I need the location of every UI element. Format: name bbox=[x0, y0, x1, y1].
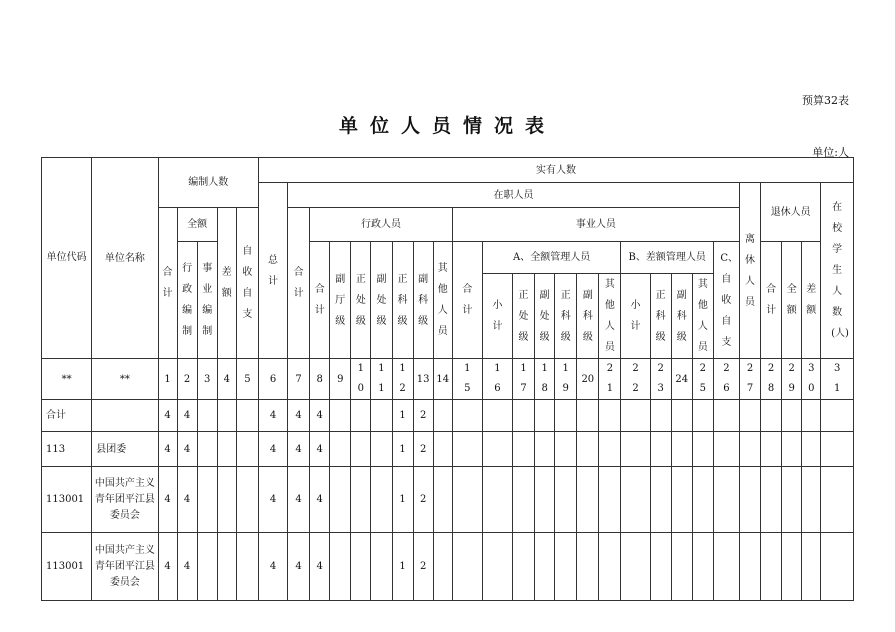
value-cell bbox=[433, 400, 452, 432]
value-cell bbox=[351, 432, 371, 467]
index-cell: ** bbox=[42, 359, 92, 400]
header-unit-code: 单位代码 bbox=[42, 158, 92, 359]
value-cell: 4 bbox=[258, 467, 287, 533]
value-cell bbox=[535, 533, 555, 601]
value-cell: 4 bbox=[177, 467, 197, 533]
index-row bbox=[42, 359, 854, 400]
value-cell bbox=[351, 400, 371, 432]
table-row bbox=[42, 432, 854, 467]
value-cell bbox=[671, 400, 692, 432]
header-grand-total: 总计 bbox=[258, 183, 287, 359]
value-cell bbox=[599, 533, 621, 601]
value-cell: 4 bbox=[310, 467, 330, 533]
value-cell bbox=[821, 400, 854, 432]
value-cell bbox=[713, 432, 739, 467]
index-cell: 31 bbox=[821, 359, 854, 400]
value-cell: 4 bbox=[288, 432, 310, 467]
index-cell: 22 bbox=[621, 359, 650, 400]
value-cell bbox=[371, 467, 392, 533]
index-cell: ** bbox=[92, 359, 158, 400]
value-cell bbox=[452, 467, 482, 533]
value-cell bbox=[513, 533, 535, 601]
unit-name-cell bbox=[92, 400, 158, 432]
header-deputy-section: 副科级 bbox=[413, 242, 433, 359]
value-cell bbox=[713, 400, 739, 432]
header-b-subtotal: 小计 bbox=[621, 274, 650, 359]
value-cell bbox=[692, 467, 713, 533]
header-a-other: 其他人员 bbox=[599, 274, 621, 359]
header-staffing-total: 合计 bbox=[158, 208, 177, 359]
index-cell: 4 bbox=[217, 359, 236, 400]
header-inst-total: 合计 bbox=[452, 242, 482, 359]
index-cell: 8 bbox=[310, 359, 330, 400]
value-cell: 4 bbox=[177, 432, 197, 467]
index-cell: 11 bbox=[371, 359, 392, 400]
unit-code-cell: 113 bbox=[42, 432, 92, 467]
value-cell bbox=[236, 467, 258, 533]
value-cell bbox=[555, 432, 577, 467]
value-cell bbox=[535, 400, 555, 432]
value-cell: 2 bbox=[413, 533, 433, 601]
value-cell bbox=[739, 467, 760, 533]
index-cell: 25 bbox=[692, 359, 713, 400]
value-cell: 4 bbox=[158, 400, 177, 432]
value-cell: 2 bbox=[413, 432, 433, 467]
value-cell bbox=[761, 533, 782, 601]
value-cell bbox=[782, 432, 802, 467]
value-cell bbox=[371, 533, 392, 601]
table-row bbox=[42, 467, 854, 533]
value-cell bbox=[621, 533, 650, 601]
value-cell bbox=[621, 467, 650, 533]
value-cell bbox=[330, 400, 351, 432]
value-cell bbox=[330, 432, 351, 467]
value-cell: 2 bbox=[413, 400, 433, 432]
index-cell: 17 bbox=[513, 359, 535, 400]
index-cell: 24 bbox=[671, 359, 692, 400]
value-cell bbox=[650, 533, 671, 601]
value-cell bbox=[197, 533, 217, 601]
index-cell: 15 bbox=[452, 359, 482, 400]
value-cell: 4 bbox=[288, 467, 310, 533]
value-cell bbox=[433, 533, 452, 601]
unit-code-cell: 113001 bbox=[42, 467, 92, 533]
value-cell: 1 bbox=[392, 400, 413, 432]
value-cell bbox=[513, 432, 535, 467]
value-cell bbox=[555, 533, 577, 601]
header-staffing: 编制人数 bbox=[158, 158, 258, 208]
value-cell bbox=[650, 467, 671, 533]
value-cell bbox=[330, 467, 351, 533]
value-cell bbox=[482, 400, 512, 432]
value-cell: 4 bbox=[158, 533, 177, 601]
value-cell bbox=[802, 533, 821, 601]
value-cell: 4 bbox=[310, 533, 330, 601]
index-cell: 26 bbox=[713, 359, 739, 400]
header-b-deputy-section: 副科级 bbox=[671, 274, 692, 359]
value-cell bbox=[197, 400, 217, 432]
value-cell bbox=[802, 467, 821, 533]
value-cell bbox=[452, 533, 482, 601]
table-row bbox=[42, 533, 854, 601]
value-cell bbox=[371, 432, 392, 467]
header-retired: 退休人员 bbox=[761, 183, 821, 242]
index-cell: 18 bbox=[535, 359, 555, 400]
unit-name-cell: 中国共产主义青年团平江县委员会 bbox=[92, 467, 158, 533]
value-cell: 1 bbox=[392, 432, 413, 467]
value-cell bbox=[452, 432, 482, 467]
value-cell bbox=[513, 400, 535, 432]
header-in-service-total: 合计 bbox=[288, 208, 310, 359]
header-students: 在校学生人数(人) bbox=[821, 183, 854, 359]
index-cell: 9 bbox=[330, 359, 351, 400]
value-cell bbox=[761, 432, 782, 467]
value-cell bbox=[577, 533, 599, 601]
header-b-other: 其他人员 bbox=[692, 274, 713, 359]
value-cell: 4 bbox=[288, 533, 310, 601]
value-cell bbox=[739, 533, 760, 601]
value-cell bbox=[692, 432, 713, 467]
index-cell: 27 bbox=[739, 359, 760, 400]
header-institution-staff: 事业编制 bbox=[197, 242, 217, 359]
index-cell: 30 bbox=[802, 359, 821, 400]
unit-name-cell: 中国共产主义青年团平江县委员会 bbox=[92, 533, 158, 601]
index-cell: 5 bbox=[236, 359, 258, 400]
value-cell: 4 bbox=[310, 432, 330, 467]
value-cell bbox=[782, 400, 802, 432]
value-cell bbox=[351, 467, 371, 533]
value-cell bbox=[236, 432, 258, 467]
value-cell: 4 bbox=[258, 400, 287, 432]
value-cell bbox=[802, 432, 821, 467]
value-cell bbox=[802, 400, 821, 432]
index-cell: 29 bbox=[782, 359, 802, 400]
value-cell bbox=[650, 400, 671, 432]
value-cell bbox=[330, 533, 351, 601]
value-cell bbox=[217, 432, 236, 467]
value-cell bbox=[713, 467, 739, 533]
value-cell: 2 bbox=[413, 467, 433, 533]
unit-label: 单位:人 bbox=[812, 146, 849, 159]
unit-code-cell: 合计 bbox=[42, 400, 92, 432]
value-cell bbox=[671, 467, 692, 533]
index-cell: 6 bbox=[258, 359, 287, 400]
value-cell bbox=[236, 400, 258, 432]
value-cell bbox=[217, 400, 236, 432]
value-cell bbox=[621, 432, 650, 467]
header-retired-cadre: 离休人员 bbox=[739, 183, 760, 359]
header-b-section: 正科级 bbox=[650, 274, 671, 359]
value-cell bbox=[739, 400, 760, 432]
header-a-division: 正处级 bbox=[513, 274, 535, 359]
value-cell bbox=[821, 533, 854, 601]
value-cell: 4 bbox=[177, 533, 197, 601]
value-cell bbox=[599, 432, 621, 467]
header-other: 其他人员 bbox=[433, 242, 452, 359]
value-cell bbox=[217, 533, 236, 601]
header-ret-diff: 差额 bbox=[802, 242, 821, 359]
index-cell: 20 bbox=[577, 359, 599, 400]
header-actual: 实有人数 bbox=[258, 158, 853, 183]
index-cell: 1 bbox=[158, 359, 177, 400]
value-cell bbox=[371, 400, 392, 432]
value-cell bbox=[351, 533, 371, 601]
value-cell bbox=[599, 400, 621, 432]
value-cell bbox=[650, 432, 671, 467]
header-section: 正科级 bbox=[392, 242, 413, 359]
header-a-subtotal: 小计 bbox=[482, 274, 512, 359]
index-cell: 3 bbox=[197, 359, 217, 400]
index-cell: 12 bbox=[392, 359, 413, 400]
index-cell: 21 bbox=[599, 359, 621, 400]
value-cell bbox=[577, 432, 599, 467]
value-cell bbox=[482, 533, 512, 601]
value-cell: 1 bbox=[392, 533, 413, 601]
personnel-table bbox=[41, 157, 854, 601]
value-cell bbox=[197, 432, 217, 467]
value-cell bbox=[761, 400, 782, 432]
value-cell bbox=[782, 467, 802, 533]
value-cell: 4 bbox=[158, 467, 177, 533]
header-in-service: 在职人员 bbox=[288, 183, 740, 208]
value-cell: 1 bbox=[392, 467, 413, 533]
index-cell: 23 bbox=[650, 359, 671, 400]
header-full-funded: 全额 bbox=[177, 208, 217, 242]
value-cell bbox=[671, 533, 692, 601]
value-cell bbox=[433, 467, 452, 533]
header-division: 正处级 bbox=[351, 242, 371, 359]
value-cell: 4 bbox=[158, 432, 177, 467]
value-cell bbox=[599, 467, 621, 533]
header-deputy-division: 副处级 bbox=[371, 242, 392, 359]
index-cell: 14 bbox=[433, 359, 452, 400]
value-cell bbox=[713, 533, 739, 601]
value-cell: 4 bbox=[288, 400, 310, 432]
value-cell bbox=[739, 432, 760, 467]
header-a-deputy-division: 副处级 bbox=[535, 274, 555, 359]
value-cell bbox=[482, 467, 512, 533]
value-cell: 4 bbox=[177, 400, 197, 432]
value-cell bbox=[535, 467, 555, 533]
page-title: 单位人员情况表 bbox=[338, 115, 556, 137]
index-cell: 7 bbox=[288, 359, 310, 400]
header-unit-name: 单位名称 bbox=[92, 158, 158, 359]
value-cell bbox=[555, 467, 577, 533]
header-admin-people: 行政人员 bbox=[310, 208, 453, 242]
value-cell bbox=[577, 400, 599, 432]
value-cell: 4 bbox=[258, 432, 287, 467]
value-cell bbox=[821, 467, 854, 533]
value-cell bbox=[577, 467, 599, 533]
header-a-section: 正科级 bbox=[555, 274, 577, 359]
value-cell bbox=[535, 432, 555, 467]
table-row bbox=[42, 400, 854, 432]
index-cell: 19 bbox=[555, 359, 577, 400]
index-cell: 2 bbox=[177, 359, 197, 400]
budget-table-number: 预算32表 bbox=[802, 94, 849, 107]
header-differential: 差额 bbox=[217, 208, 236, 359]
index-cell: 13 bbox=[413, 359, 433, 400]
unit-code-cell: 113001 bbox=[42, 533, 92, 601]
value-cell bbox=[621, 400, 650, 432]
unit-name-cell: 县团委 bbox=[92, 432, 158, 467]
value-cell: 4 bbox=[310, 400, 330, 432]
header-c-self: C、自收自支 bbox=[713, 242, 739, 359]
index-cell: 10 bbox=[351, 359, 371, 400]
header-ret-full: 全额 bbox=[782, 242, 802, 359]
value-cell bbox=[782, 533, 802, 601]
header-full-mgmt: A、全额管理人员 bbox=[482, 242, 621, 274]
value-cell bbox=[692, 533, 713, 601]
value-cell bbox=[217, 467, 236, 533]
header-admin-total: 合计 bbox=[310, 242, 330, 359]
value-cell bbox=[236, 533, 258, 601]
value-cell bbox=[692, 400, 713, 432]
value-cell bbox=[452, 400, 482, 432]
value-cell: 4 bbox=[258, 533, 287, 601]
value-cell bbox=[513, 467, 535, 533]
value-cell bbox=[197, 467, 217, 533]
index-cell: 16 bbox=[482, 359, 512, 400]
value-cell bbox=[433, 432, 452, 467]
header-a-deputy-section: 副科级 bbox=[577, 274, 599, 359]
value-cell bbox=[671, 432, 692, 467]
value-cell bbox=[761, 467, 782, 533]
header-admin-staff: 行政编制 bbox=[177, 242, 197, 359]
index-cell: 28 bbox=[761, 359, 782, 400]
value-cell bbox=[482, 432, 512, 467]
value-cell bbox=[555, 400, 577, 432]
value-cell bbox=[821, 432, 854, 467]
header-ret-total: 合计 bbox=[761, 242, 782, 359]
header-diff-mgmt: B、差额管理人员 bbox=[621, 242, 713, 274]
header-institution-people: 事业人员 bbox=[452, 208, 739, 242]
header-self-funded: 自收自支 bbox=[236, 208, 258, 359]
header-deputy-bureau: 副厅级 bbox=[330, 242, 351, 359]
